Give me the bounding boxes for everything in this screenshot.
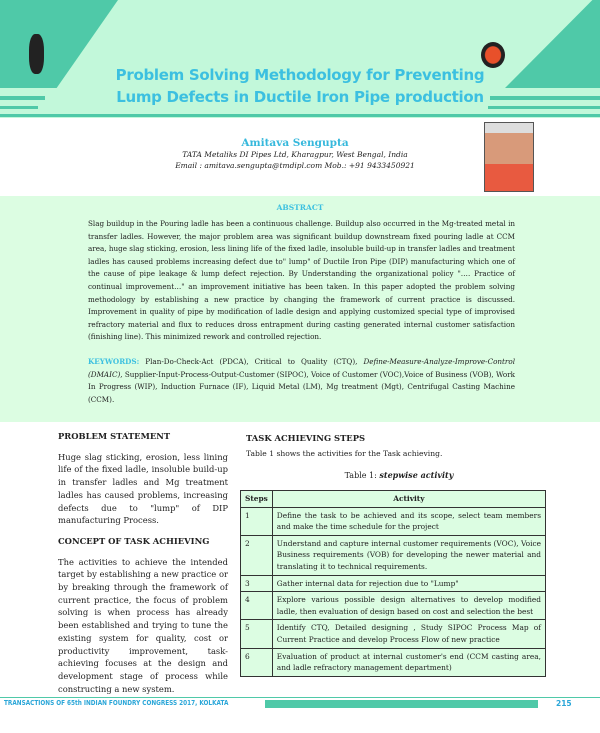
- step-number: 6: [241, 648, 273, 676]
- decor-bar: [490, 96, 600, 100]
- section-heading: CONCEPT OF TASK ACHIEVING: [58, 535, 210, 546]
- decor-bar: [488, 106, 600, 109]
- table-row: [241, 648, 546, 676]
- author-photo: [484, 122, 534, 192]
- concept-text: The activities to achieve the intended target by establishing a new practice or by breaking through the framework of current practice, the focus of problem solving is when process has already been established and trying to tune the existing system for quality, cost or productivity improvement, task-achieving focuses at the design and development stage of process while constructing a new system.: [58, 556, 228, 694]
- author-affiliation: TATA Metaliks DI Pipes Ltd, Kharagpur, West Bengal, India: [182, 150, 408, 159]
- abstract-text: Slag buildup in the Pouring ladle has been a continuous challenge. Buildup also occurred in the Mg-treated metal in transfer ladles. However, the major problem area was significant buildup downstream fixed pouring ladle at CCM area, huge slag sticking, erosion, less lining life of the fixed ladle, insoluble build-up in transfer ladles and treatment ladles has caused problems increasing defect due to" lump" of Ductile Iron Pipe (DIP) manufacturing which one of the cause of pipe leakage & lump defect rejection. By Understanding the organizational policy "…. Practice of continual improvement…" an improvement initiative has been taken. In this paper adopted the problem solving methodology by establishing a new practice by changing the framework of current practice is discussed. Improvement in quality of pipe by modification of ladle design and applying customized special type of improvised refractory material and flux to reduces dross entrapment during casting generated internal customer satisfaction (finishing line). This minimized rework and controlled rejection.: [88, 219, 515, 342]
- footer-rule: [0, 697, 600, 698]
- right-column: [246, 432, 552, 677]
- step-number: 3: [241, 575, 273, 592]
- step-number: 2: [241, 535, 273, 575]
- column-header: Steps: [241, 491, 273, 508]
- table-row: [241, 620, 546, 648]
- table-row: [241, 535, 546, 575]
- institute-logo-left: [29, 34, 44, 74]
- table-caption: [246, 469, 552, 483]
- step-number: 1: [241, 507, 273, 535]
- step-activity: Evaluation of product at internal customer's end (CCM casting area, and ladle refractory management department): [272, 648, 545, 676]
- task-intro: Table 1 shows the activities for the Task achieving.: [246, 448, 443, 458]
- keywords: [88, 356, 515, 406]
- step-activity: Define the task to be achieved and its scope, select team members and make the time schedule for the project: [272, 507, 545, 535]
- decor-bar: [0, 106, 38, 109]
- step-activity: Identify CTQ, Detailed designing , Study SIPOC Process Map of Current Practice and develop Process Flow of new practice: [272, 620, 545, 648]
- header-banner: [0, 0, 600, 118]
- keywords-text: Supplier-Input-Process-Output-Customer (SIPOC), Voice of Customer (VOC),Voice of Business (VOB), Work In Progress (WIP), Induction Furnace (IF), Liquid Metal (LM), Mg treatment (Mgt), Centrifugal Casting Machine (CCM).: [88, 369, 515, 404]
- section-heading: TASK ACHIEVING STEPS: [246, 433, 366, 443]
- journal-name: TRANSACTIONS OF 65th INDIAN FOUNDRY CONGRESS 2017, KOLKATA: [4, 699, 229, 707]
- stepwise-activity-table: [240, 490, 546, 677]
- decor-wedge-right: [505, 0, 600, 88]
- page-number: 215: [556, 699, 572, 708]
- keywords-text-italic: Define-Measure-Analyze-Improve-Control (DMAIC),: [88, 357, 515, 379]
- author-block: [150, 137, 440, 171]
- left-column: [58, 430, 228, 695]
- author-contact: Email : amitava.sengupta@tmdipl.com Mob.: +91 9433450921: [175, 161, 415, 170]
- keywords-label: KEYWORDS:: [88, 357, 140, 366]
- problem-statement-text: Huge slag sticking, erosion, less lining life of the fixed ladle, insoluble build-up in transfer ladles and Mg treatment ladles has caused problems, increasing defects due to "lump" of DIP manufacturing Process.: [58, 451, 228, 526]
- keywords-text: Plan-Do-Check-Act (PDCA), Critical to Quality (CTQ),: [139, 357, 364, 366]
- caption-title: stepwise activity: [379, 470, 454, 481]
- author-name: Amitava Sengupta: [241, 137, 349, 149]
- table-row: [241, 507, 546, 535]
- step-number: 5: [241, 620, 273, 648]
- paper-title: Problem Solving Methodology for Preventing Lump Defects in Ductile Iron Pipe production: [115, 66, 485, 106]
- decor-bar: [0, 96, 45, 100]
- step-activity: Gather internal data for rejection due to "Lump": [272, 575, 545, 592]
- section-heading: PROBLEM STATEMENT: [58, 431, 171, 441]
- abstract-heading: ABSTRACT: [276, 203, 324, 212]
- footer-bar: [265, 700, 538, 708]
- step-number: 4: [241, 592, 273, 620]
- step-activity: Explore various possible design alternatives to develop modified ladle, then evaluation of design based on cost and selection the best: [272, 592, 545, 620]
- table-row: [241, 592, 546, 620]
- decor-bar: [0, 114, 600, 117]
- table-row: [241, 575, 546, 592]
- caption-label: Table 1:: [344, 471, 380, 481]
- step-activity: Understand and capture internal customer requirements (VOC), Voice Business requirements (VOB) for developing the newer material and translating it to technical requirements.: [272, 535, 545, 575]
- column-header: Activity: [272, 491, 545, 508]
- abstract-section: [0, 196, 600, 422]
